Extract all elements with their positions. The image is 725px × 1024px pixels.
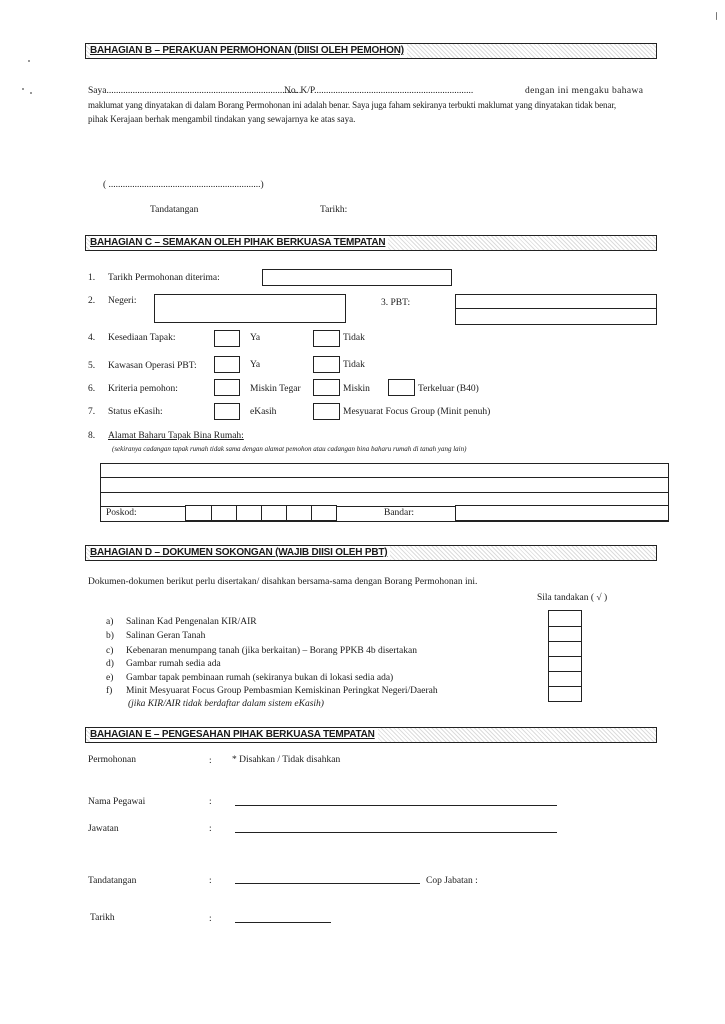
tick-instruction: Sila tandakan ( √ ) [537, 593, 608, 603]
date-e-field[interactable] [235, 922, 331, 923]
doc-d-letter: d) [106, 659, 114, 669]
operation-area-yes-checkbox[interactable] [214, 356, 240, 373]
doc-d-text: Gambar rumah sedia ada [126, 659, 221, 669]
q6-opt2-label: Miskin [343, 384, 370, 394]
scan-speck [716, 12, 717, 20]
q6-number: 6. [88, 384, 96, 394]
doc-f-letter: f) [106, 686, 113, 696]
doc-c-text: Kebenaran menumpang tanah (jika berkaitan) – Borang PPKB 4b disertakan [126, 646, 417, 656]
state-field[interactable] [154, 294, 346, 323]
doc-f-text: Minit Mesyuarat Focus Group Pembasmian Kemiskinan Peringkat Negeri/Daerah [126, 686, 438, 696]
date-e-label: Tarikh [90, 913, 115, 923]
position-colon: : [209, 824, 212, 834]
postcode-label: Poskod: [106, 508, 137, 518]
position-label: Jawatan [88, 824, 119, 834]
section-d-heading: BAHAGIAN D – DOKUMEN SOKONGAN (WAJIB DIISI OLEH PBT) [90, 546, 390, 560]
section-d-header [85, 545, 657, 561]
site-ready-yes-checkbox[interactable] [214, 330, 240, 347]
q4-yes-label: Ya [250, 333, 261, 343]
stamp-label: Cop Jabatan : [426, 876, 478, 886]
doc-e-letter: e) [106, 673, 114, 683]
application-status[interactable]: * Disahkan / Tidak disahkan [232, 755, 341, 765]
q1-label: Tarikh Permohonan diterima: [108, 273, 220, 283]
section-c-heading: BAHAGIAN C – SEMAKAN OLEH PIHAK BERKUASA TEMPATAN [90, 236, 388, 250]
city-field[interactable] [455, 505, 669, 521]
q1-number: 1. [88, 273, 96, 283]
doc-c-letter: c) [106, 646, 114, 656]
pbt-field[interactable] [455, 294, 657, 325]
officer-name-label: Nama Pegawai [88, 797, 146, 807]
position-field[interactable] [235, 832, 557, 833]
q5-number: 5. [88, 361, 96, 371]
signature-e-colon: : [209, 876, 212, 886]
section-c-header [85, 235, 657, 251]
declaration-name-line: Saya.................................................................................. [88, 86, 302, 96]
q2-label: Negeri: [108, 296, 137, 306]
q5-no-label: Tidak [343, 360, 365, 370]
q6-label: Kriteria pemohon: [108, 384, 178, 394]
scan-speck [30, 92, 32, 94]
doc-e-text: Gambar tapak pembinaan rumah (sekiranya bukan di lokasi sedia ada) [126, 673, 394, 683]
application-label: Permohonan [88, 755, 137, 765]
q4-number: 4. [88, 333, 96, 343]
q5-yes-label: Ya [250, 360, 261, 370]
doc-f-note: (jika KIR/AIR tidak berdaftar dalam sistem eKasih) [128, 699, 324, 709]
q7-label: Status eKasih: [108, 407, 163, 417]
application-colon: : [209, 756, 212, 766]
q2-number: 2. [88, 296, 96, 306]
section-e-heading: BAHAGIAN E – PENGESAHAN PIHAK BERKUASA TEMPATAN [90, 728, 378, 742]
officer-name-colon: : [209, 797, 212, 807]
signature-bracket: ( ................................................................) [103, 180, 264, 190]
doc-a-text: Salinan Kad Pengenalan KIR/AIR [126, 617, 257, 627]
postcode-field[interactable] [185, 505, 337, 521]
q8-number: 8. [88, 431, 96, 441]
criteria-hardcore-poor-checkbox[interactable] [214, 379, 240, 396]
q6-opt3-label: Terkeluar (B40) [418, 384, 479, 394]
signature-e-label: Tandatangan [88, 876, 137, 886]
declaration-text-2: maklumat yang dinyatakan di dalam Borang Permohonan ini adalah benar. Saya juga faham sekiranya terbukti maklumat yang dinyatakan tidak benar, [88, 100, 617, 110]
operation-area-no-checkbox[interactable] [313, 356, 340, 373]
criteria-poor-checkbox[interactable] [313, 379, 340, 396]
site-ready-no-checkbox[interactable] [313, 330, 340, 347]
section-e-header [85, 727, 657, 743]
declaration-text-1: dengan ini mengaku bahawa [525, 86, 644, 96]
signature-e-field[interactable] [235, 883, 420, 884]
signature-label: Tandatangan [150, 205, 199, 215]
q6-opt1-label: Miskin Tegar [250, 384, 301, 394]
q4-no-label: Tidak [343, 333, 365, 343]
q4-label: Kesediaan Tapak: [108, 333, 176, 343]
documents-intro: Dokumen-dokumen berikut perlu disertakan/ disahkan bersama-sama dengan Borang Permohonan ini. [88, 577, 478, 587]
doc-a-letter: a) [106, 617, 114, 627]
q8-label: Alamat Baharu Tapak Bina Rumah: [108, 431, 244, 441]
doc-b-letter: b) [106, 631, 114, 641]
declaration-ic-line: No. K/P................................................................... [284, 86, 474, 96]
declaration-text-3: pihak Kerajaan berhak mengambil tindakan yang sewajarnya ke atas saya. [88, 114, 356, 124]
q7-number: 7. [88, 407, 96, 417]
q5-label: Kawasan Operasi PBT: [108, 361, 197, 371]
scan-speck [22, 88, 24, 90]
date-e-colon: : [209, 914, 212, 924]
q7-opt1-label: eKasih [250, 407, 277, 417]
status-focus-group-checkbox[interactable] [313, 403, 340, 420]
doc-b-text: Salinan Geran Tanah [126, 631, 206, 641]
date-received-field[interactable] [262, 269, 452, 286]
scan-speck [28, 60, 30, 62]
documents-tick-column[interactable] [548, 610, 582, 702]
date-label: Tarikh: [320, 205, 348, 215]
section-b-header [85, 43, 657, 59]
q8-note: (sekiranya cadangan tapak rumah tidak sama dengan alamat pemohon atau cadangan bina baharu rumah di tanah yang lain) [112, 445, 467, 453]
status-ekasih-checkbox[interactable] [214, 403, 240, 420]
q7-opt2-label: Mesyuarat Focus Group (Minit penuh) [343, 407, 491, 417]
section-b-heading: BAHAGIAN B – PERAKUAN PERMOHONAN (DIISI OLEH PEMOHON) [90, 44, 407, 58]
criteria-b40-checkbox[interactable] [388, 379, 415, 396]
q3-label: 3. PBT: [381, 298, 411, 308]
officer-name-field[interactable] [235, 805, 557, 806]
city-label: Bandar: [384, 508, 415, 518]
